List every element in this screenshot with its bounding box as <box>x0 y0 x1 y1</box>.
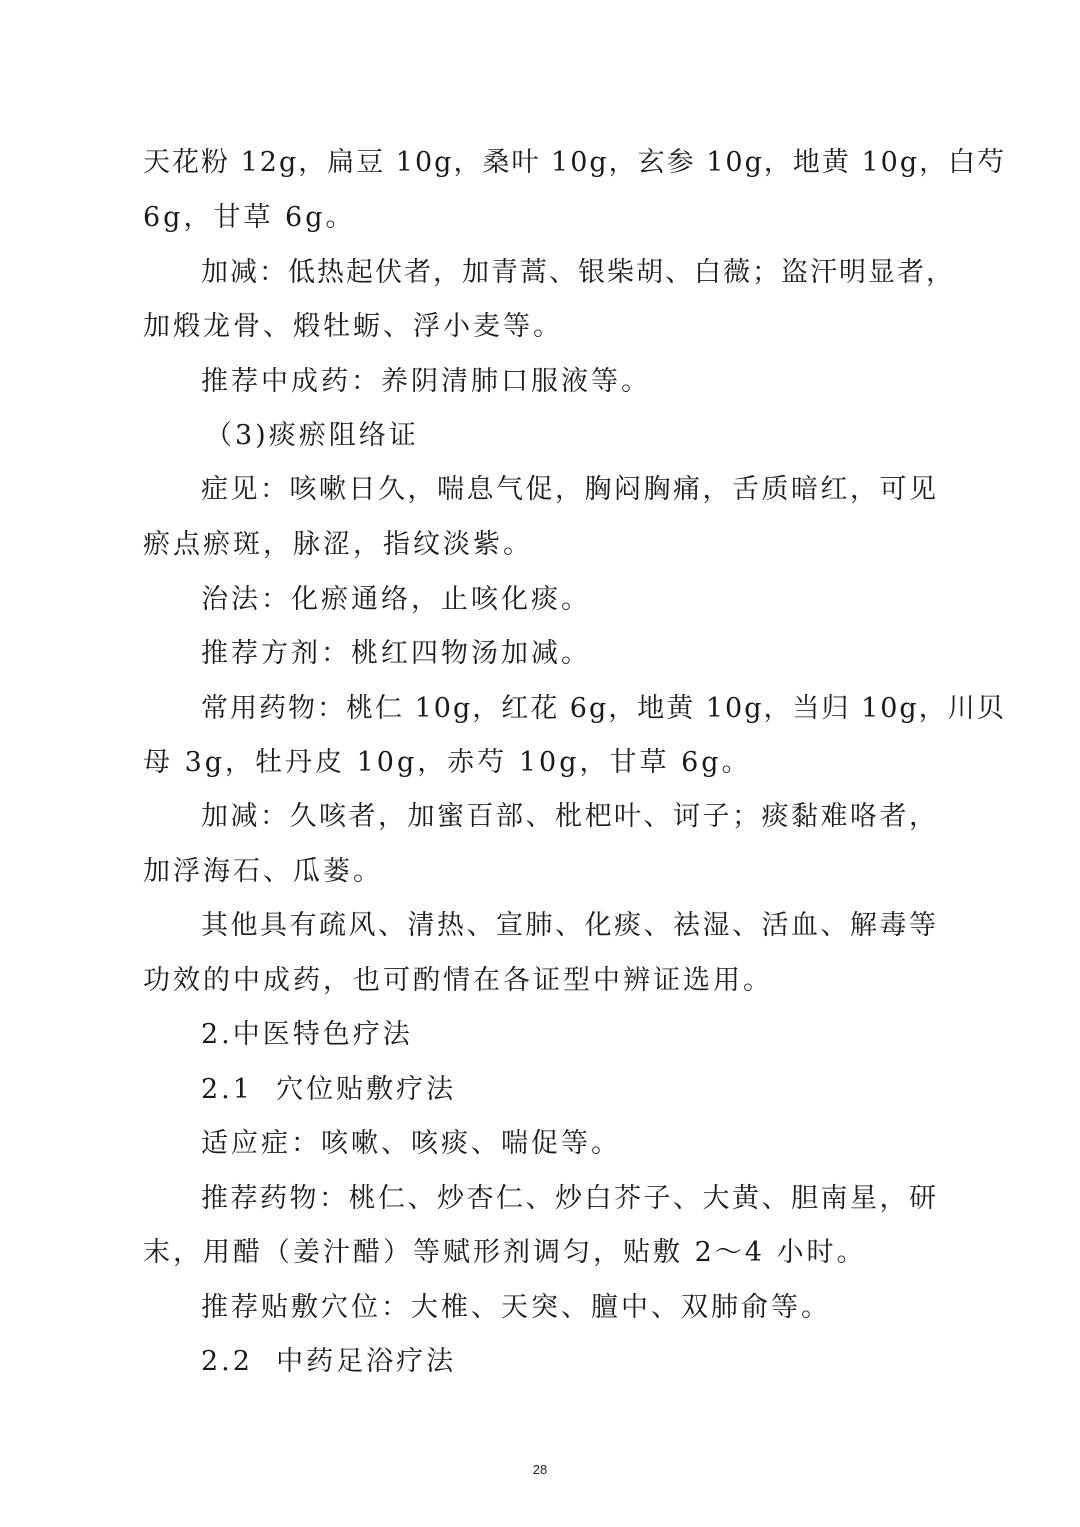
text-line: 治法：化瘀通络，止咳化痰。 <box>201 584 591 615</box>
text-line: 母 3g，牡丹皮 10g，赤芍 10g，甘草 6g。 <box>143 747 752 778</box>
section-heading: 2.中医特色疗法 <box>201 1019 413 1050</box>
text-line: 加减：久咳者，加蜜百部、枇杷叶、诃子；痰黏难咯者， <box>201 801 938 832</box>
text-line: 末，用醋（姜汁醋）等赋形剂调匀，贴敷 2～4 小时。 <box>143 1237 867 1268</box>
text-line: 瘀点瘀斑，脉涩，指纹淡紫。 <box>143 529 533 560</box>
text-line: 推荐贴敷穴位：大椎、天突、膻中、双肺俞等。 <box>201 1292 831 1323</box>
text-line: 常用药物：桃仁 10g，红花 6g，地黄 10g，当归 10g，川贝 <box>201 693 1006 724</box>
section-heading: 2.2 中药足浴疗法 <box>201 1346 457 1377</box>
text-line: 6g，甘草 6g。 <box>143 202 356 233</box>
text-line: 加浮海石、瓜蒌。 <box>143 856 383 887</box>
text-line: 加煅龙骨、煅牡蛎、浮小麦等。 <box>143 311 563 342</box>
text-line: 加减：低热起伏者，加青蒿、银柴胡、白薇；盗汗明显者， <box>201 257 955 288</box>
text-line: 其他具有疏风、清热、宣肺、化痰、祛湿、活血、解毒等 <box>201 910 938 941</box>
page-number: 28 <box>532 1462 548 1477</box>
text-line: 症见：咳嗽日久，喘息气促，胸闷胸痛，舌质暗红，可见 <box>201 474 938 505</box>
text-line: 功效的中成药，也可酌情在各证型中辨证选用。 <box>143 965 773 996</box>
section-heading: （3)痰瘀阻络证 <box>205 420 419 451</box>
text-line: 适应症：咳嗽、咳痰、喘促等。 <box>201 1128 621 1159</box>
text-line: 推荐中成药：养阴清肺口服液等。 <box>201 366 651 397</box>
text-line: 天花粉 12g，扁豆 10g，桑叶 10g，玄参 10g，地黄 10g，白芍 <box>143 147 1007 178</box>
text-line: 推荐方剂：桃红四物汤加减。 <box>201 638 591 669</box>
section-heading: 2.1 穴位贴敷疗法 <box>201 1074 457 1105</box>
text-line: 推荐药物：桃仁、炒杏仁、炒白芥子、大黄、胆南星，研 <box>201 1183 938 1214</box>
